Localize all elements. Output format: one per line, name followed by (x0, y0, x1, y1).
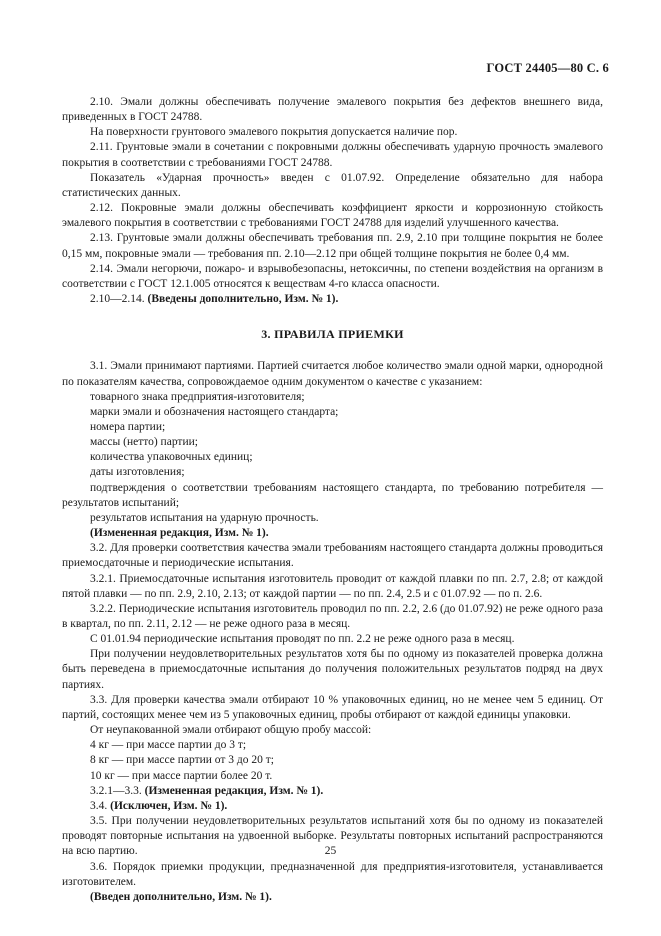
page-number: 25 (324, 845, 337, 857)
note-text: (Введены дополнительно, Изм. № 1). (147, 293, 339, 306)
paragraph-3-6: 3.6. Порядок приемки продукции, предназначенной для предприятия-изготовителя, устанавливается изготовителем. (62, 860, 603, 888)
list-item: номера партии; (90, 420, 166, 433)
paragraph-from-1994: С 01.01.94 периодические испытания проводят по пп. 2.2 не реже одного раза в месяц. (90, 633, 515, 646)
list-item: массы (нетто) партии; (90, 436, 198, 449)
note-prefix: 2.10—2.14. (90, 293, 148, 306)
document-body (62, 95, 603, 905)
paragraph-3-3: 3.3. Для проверки качества эмали отбирают 10 % упаковочных единиц, но не менее чем 5 единиц. От партий, состоящих менее чем из 5 упаковочных единиц, пробы отбирают от каждой единицы упаковки. (62, 693, 603, 721)
list-item: подтверждения о соответствии требованиям настоящего стандарта, по требованию потребителя — результатов испытаний; (62, 481, 603, 509)
paragraph-impact-strength: Показатель «Ударная прочность» введен с 01.07.92. Определение обязательно для набора статистических данных. (62, 171, 603, 199)
paragraph-3-2: 3.2. Для проверки соответствия качества эмали требованиям настоящего стандарта должны проводиться приемосдаточные и периодические испытания. (62, 542, 604, 570)
paragraph-unsatisfactory: При получении неудовлетворительных результатов хотя бы по одному из показателей проверка должна быть переведена в приемосдаточные испытания до получения положительных результатов подряд на двух партиях. (62, 648, 603, 691)
note-2-10-2-14 (62, 292, 603, 307)
paragraph-2-11: 2.11. Грунтовые эмали в сочетании с покровными должны обеспечивать ударную прочность эмалевого покрытия в соответствии с требованиями ГОСТ 24788. (62, 141, 603, 169)
note-prefix: 3.4. (90, 799, 111, 812)
paragraph-2-14: 2.14. Эмали негорючи, пожаро- и взрывобезопасны, нетоксичны, по степени воздействия на организм в соответствии с ГОСТ 12.1.005 относятся к веществам 4-го класса опасности. (62, 262, 603, 290)
note-prefix: 3.2.1—3.3. (90, 784, 145, 797)
list-item: результатов испытания на ударную прочность. (90, 511, 319, 524)
note-text: (Исключен, Изм. № 1). (110, 799, 228, 812)
paragraph-3-2-2: 3.2.2. Периодические испытания изготовитель проводил по пп. 2.2, 2.6 (до 01.07.92) не реже одного раза в квартал, по пп. 2.11, 2.12 — не реже одного раза в месяц. (62, 602, 603, 630)
list-item: товарного знака предприятия-изготовителя; (90, 390, 305, 403)
note-3-2-1-3-3 (62, 784, 603, 799)
paragraph-3-5: 3.5. При получении неудовлетворительных результатов испытаний хотя бы по одному из показателей проводят повторные испытания на удвоенной выборке. Результаты повторных испытаний распространяются на всю партию. (62, 815, 603, 858)
paragraph-unpacked: От неупакованной эмали отбирают общую пробу массой: (90, 724, 372, 737)
paragraph-3-4 (62, 799, 603, 814)
page-header: ГОСТ 24405—80 С. 6 (486, 61, 609, 75)
paragraph-pores: На поверхности грунтового эмалевого покрытия допускается наличие пор. (90, 126, 458, 139)
list-item: марки эмали и обозначения настоящего стандарта; (90, 405, 339, 418)
note-3-1: (Измененная редакция, Изм. № 1). (90, 527, 269, 540)
note-text: (Измененная редакция, Изм. № 1). (144, 784, 324, 797)
paragraph-3-1: 3.1. Эмали принимают партиями. Партией считается любое количество эмали одной марки, однородной по показателям качества, сопровождаемое одним документом о качестве с указанием: (62, 360, 603, 388)
paragraph-3-2-1: 3.2.1. Приемосдаточные испытания изготовитель проводит от каждой плавки по пп. 2.7, 2.8; от каждой пятой плавки — по пп. 2.9, 2.10, 2.13; от каждой партии — по пп. 2.4, 2.5 и с 01.07.92 — по п. 2.6. (62, 572, 603, 600)
list-item: 8 кг — при массе партии от 3 до 20 т; (90, 754, 275, 767)
note-3-6: (Введен дополнительно, Изм. № 1). (90, 890, 272, 903)
list-item: 4 кг — при массе партии до 3 т; (90, 739, 247, 752)
list-item: количества упаковочных единиц; (90, 451, 253, 464)
list-item: даты изготовления; (90, 466, 185, 479)
paragraph-2-13: 2.13. Грунтовые эмали должны обеспечивать требования пп. 2.9, 2.10 при толщине покрытия не более 0,15 мм, покровные эмали — требования пп. 2.10—2.12 при общей толщине покрытия не более 0,4 мм. (62, 232, 603, 260)
paragraph-2-12: 2.12. Покровные эмали должны обеспечивать коэффициент яркости и коррозионную стойкость эмалевого покрытия в соответствии с требованиями ГОСТ 24788 для изделий улучшенного качества. (62, 202, 603, 230)
paragraph-2-10: 2.10. Эмали должны обеспечивать получение эмалевого покрытия без дефектов внешнего вида, приведенных в ГОСТ 24788. (62, 96, 603, 124)
list-item: 10 кг — при массе партии более 20 т. (90, 769, 273, 782)
section-title: 3. ПРАВИЛА ПРИЕМКИ (261, 327, 404, 342)
